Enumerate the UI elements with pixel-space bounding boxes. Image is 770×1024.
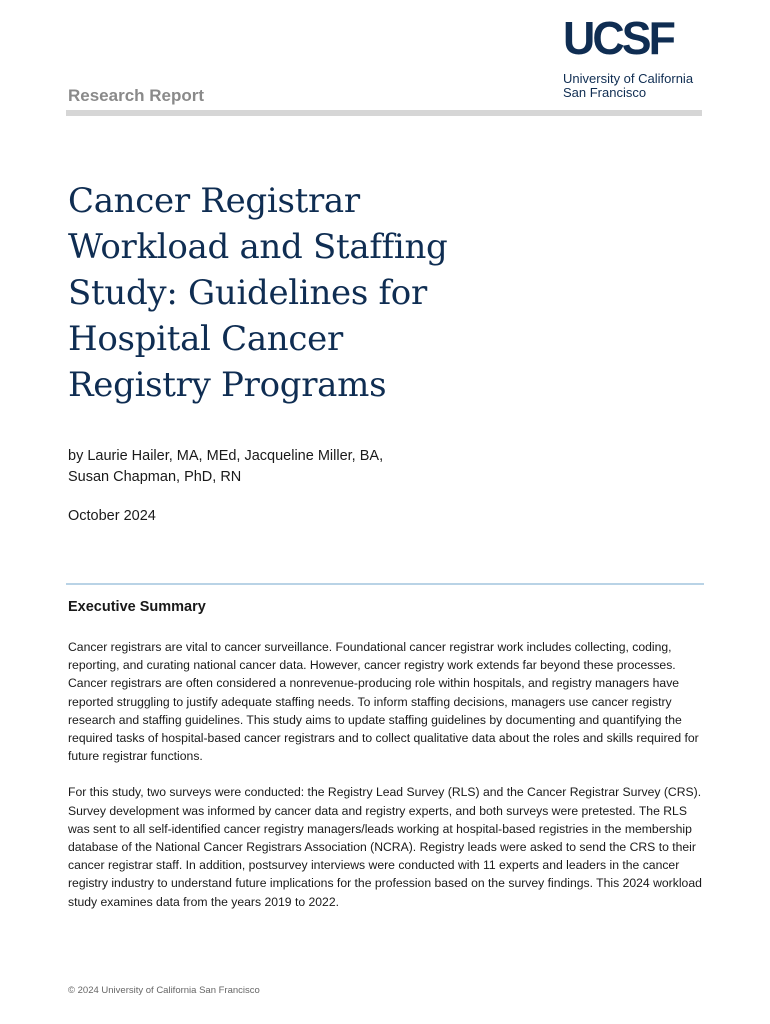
logo-subtitle-line1: University of California	[563, 71, 694, 86]
executive-summary-heading: Executive Summary	[68, 599, 206, 615]
title-line: Study: Guidelines for	[68, 273, 427, 313]
copyright-footer: © 2024 University of California San Francisco	[68, 985, 260, 996]
authors	[68, 446, 383, 488]
document-title	[68, 178, 488, 408]
title-line: Registry Programs	[68, 365, 387, 405]
ucsf-logo	[563, 12, 713, 100]
ucsf-wordmark-icon	[563, 12, 675, 70]
section-divider	[66, 583, 704, 585]
authors-line1: by Laurie Hailer, MA, MEd, Jacqueline Miller, BA,	[68, 448, 384, 464]
authors-line2: Susan Chapman, PhD, RN	[68, 469, 242, 485]
title-line: Workload and Staffing	[68, 227, 448, 267]
title-line: Hospital Cancer	[68, 319, 343, 359]
publication-date: October 2024	[68, 508, 156, 524]
logo-wordmark: UCSF	[563, 12, 675, 64]
executive-summary-body	[68, 638, 708, 929]
report-label: Research Report	[68, 86, 205, 105]
header-rule	[66, 110, 702, 116]
summary-paragraph: For this study, two surveys were conducted: the Registry Lead Survey (RLS) and the Cancer Registrar Survey (CRS). Survey development was informed by cancer data and registry experts, and both surveys were pretested. The RLS was sent to all self-identified cancer registry managers/leads working at hospital-based registries in the membership database of the National Cancer Registrars Association (NCRA). Registry leads were asked to send the CRS to their cancer registrar staff. In addition, postsurvey interviews were conducted with 11 experts and leaders in the cancer registry industry to understand future implications for the profession based on the survey findings. This 2024 workload study examines data from the years 2019 to 2022.	[68, 785, 702, 909]
logo-subtitle-line2: San Francisco	[563, 85, 647, 100]
title-line: Cancer Registrar	[68, 181, 360, 221]
summary-paragraph: Cancer registrars are vital to cancer surveillance. Foundational cancer registrar work includes collecting, coding, reporting, and curating national cancer data. However, cancer registry work extends far beyond these processes. Cancer registrars are often considered a nonrevenue-producing role within hospitals, and registry managers have reported struggling to justify adequate staffing needs. To inform staffing decisions, managers use cancer registry research and staffing guidelines. This study aims to update staffing guidelines by documenting and quantifying the required tasks of hospital-based cancer registrars and to collect qualitative data about the roles and skills required for future registrar functions.	[68, 640, 699, 764]
